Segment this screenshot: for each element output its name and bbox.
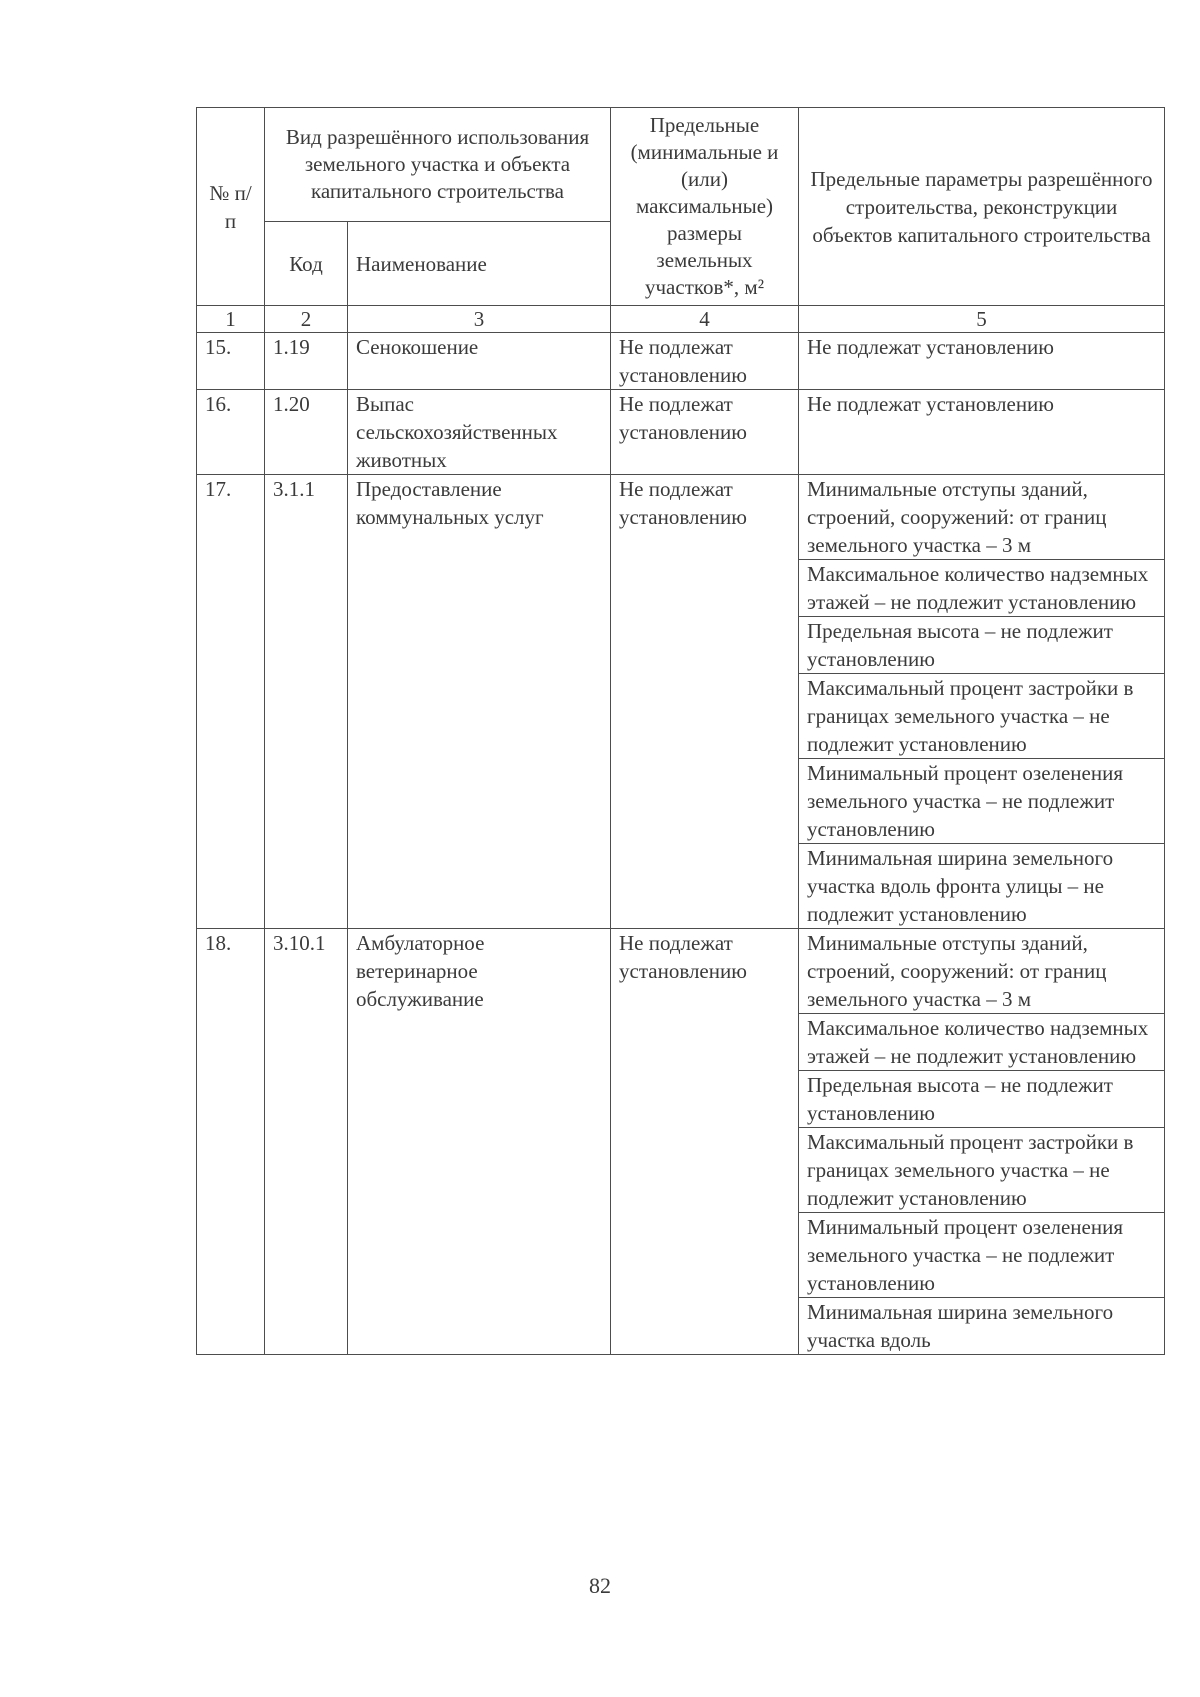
row-param-cell: Минимальный процент озеленения земельного участка – не подлежит установлению — [799, 1213, 1165, 1298]
column-number: 4 — [611, 306, 799, 333]
row-name-cell: Амбулаторное ветеринарное обслуживание — [348, 929, 611, 1355]
row-param-cell: Минимальная ширина земельного участка вдоль фронта улицы – не подлежит установлению — [799, 844, 1165, 929]
row-param-cell: Минимальные отступы зданий, строений, сооружений: от границ земельного участка – 3 м — [799, 929, 1165, 1014]
row-sizes-cell: Не подлежат установлению — [611, 390, 799, 475]
row-param-cell: Максимальный процент застройки в границах земельного участка – не подлежит установлению — [799, 1128, 1165, 1213]
row-param-cell: Минимальные отступы зданий, строений, сооружений: от границ земельного участка – 3 м — [799, 475, 1165, 560]
row-code-cell: 1.20 — [265, 390, 348, 475]
table-row — [197, 475, 1165, 560]
row-code-cell: 1.19 — [265, 333, 348, 390]
header-params: Предельные параметры разрешённого строительства, реконструкции объектов капитального строительства — [799, 108, 1165, 306]
header-number: № п/п — [197, 108, 265, 306]
table-row — [197, 333, 1165, 390]
land-use-table — [196, 107, 1165, 1355]
header-code: Код — [265, 222, 348, 306]
page-number: 82 — [589, 1573, 611, 1598]
row-param-cell: Максимальный процент застройки в границах земельного участка – не подлежит установлению — [799, 674, 1165, 759]
row-sizes-cell: Не подлежат установлению — [611, 475, 799, 929]
column-number: 5 — [799, 306, 1165, 333]
row-param-cell: Предельная высота – не подлежит установлению — [799, 1071, 1165, 1128]
row-number-cell: 16. — [197, 390, 265, 475]
row-param-cell: Не подлежат установлению — [799, 390, 1165, 475]
row-number-cell: 18. — [197, 929, 265, 1355]
row-code-cell: 3.10.1 — [265, 929, 348, 1355]
row-param-cell: Максимальное количество надземных этажей – не подлежит установлению — [799, 560, 1165, 617]
column-number: 1 — [197, 306, 265, 333]
row-number-cell: 15. — [197, 333, 265, 390]
row-name-cell: Предоставление коммунальных услуг — [348, 475, 611, 929]
row-param-cell: Минимальная ширина земельного участка вдоль — [799, 1298, 1165, 1355]
row-param-cell: Не подлежат установлению — [799, 333, 1165, 390]
header-plot-sizes: Предельные (минимальные и (или) максимальные) размеры земельных участков*, м² — [611, 108, 799, 306]
row-param-cell: Максимальное количество надземных этажей – не подлежит установлению — [799, 1014, 1165, 1071]
header-use-group: Вид разрешённого использования земельного участка и объекта капитального строительства — [265, 108, 611, 222]
row-param-cell: Минимальный процент озеленения земельного участка – не подлежит установлению — [799, 759, 1165, 844]
row-name-cell: Сенокошение — [348, 333, 611, 390]
table-row — [197, 929, 1165, 1014]
column-number: 3 — [348, 306, 611, 333]
column-number: 2 — [265, 306, 348, 333]
row-name-cell: Выпас сельскохозяйственных животных — [348, 390, 611, 475]
row-param-cell: Предельная высота – не подлежит установлению — [799, 617, 1165, 674]
header-name: Наименование — [348, 222, 611, 306]
row-number-cell: 17. — [197, 475, 265, 929]
row-sizes-cell: Не подлежат установлению — [611, 929, 799, 1355]
column-number-row — [197, 306, 1165, 333]
row-code-cell: 3.1.1 — [265, 475, 348, 929]
table-row — [197, 390, 1165, 475]
row-sizes-cell: Не подлежат установлению — [611, 333, 799, 390]
